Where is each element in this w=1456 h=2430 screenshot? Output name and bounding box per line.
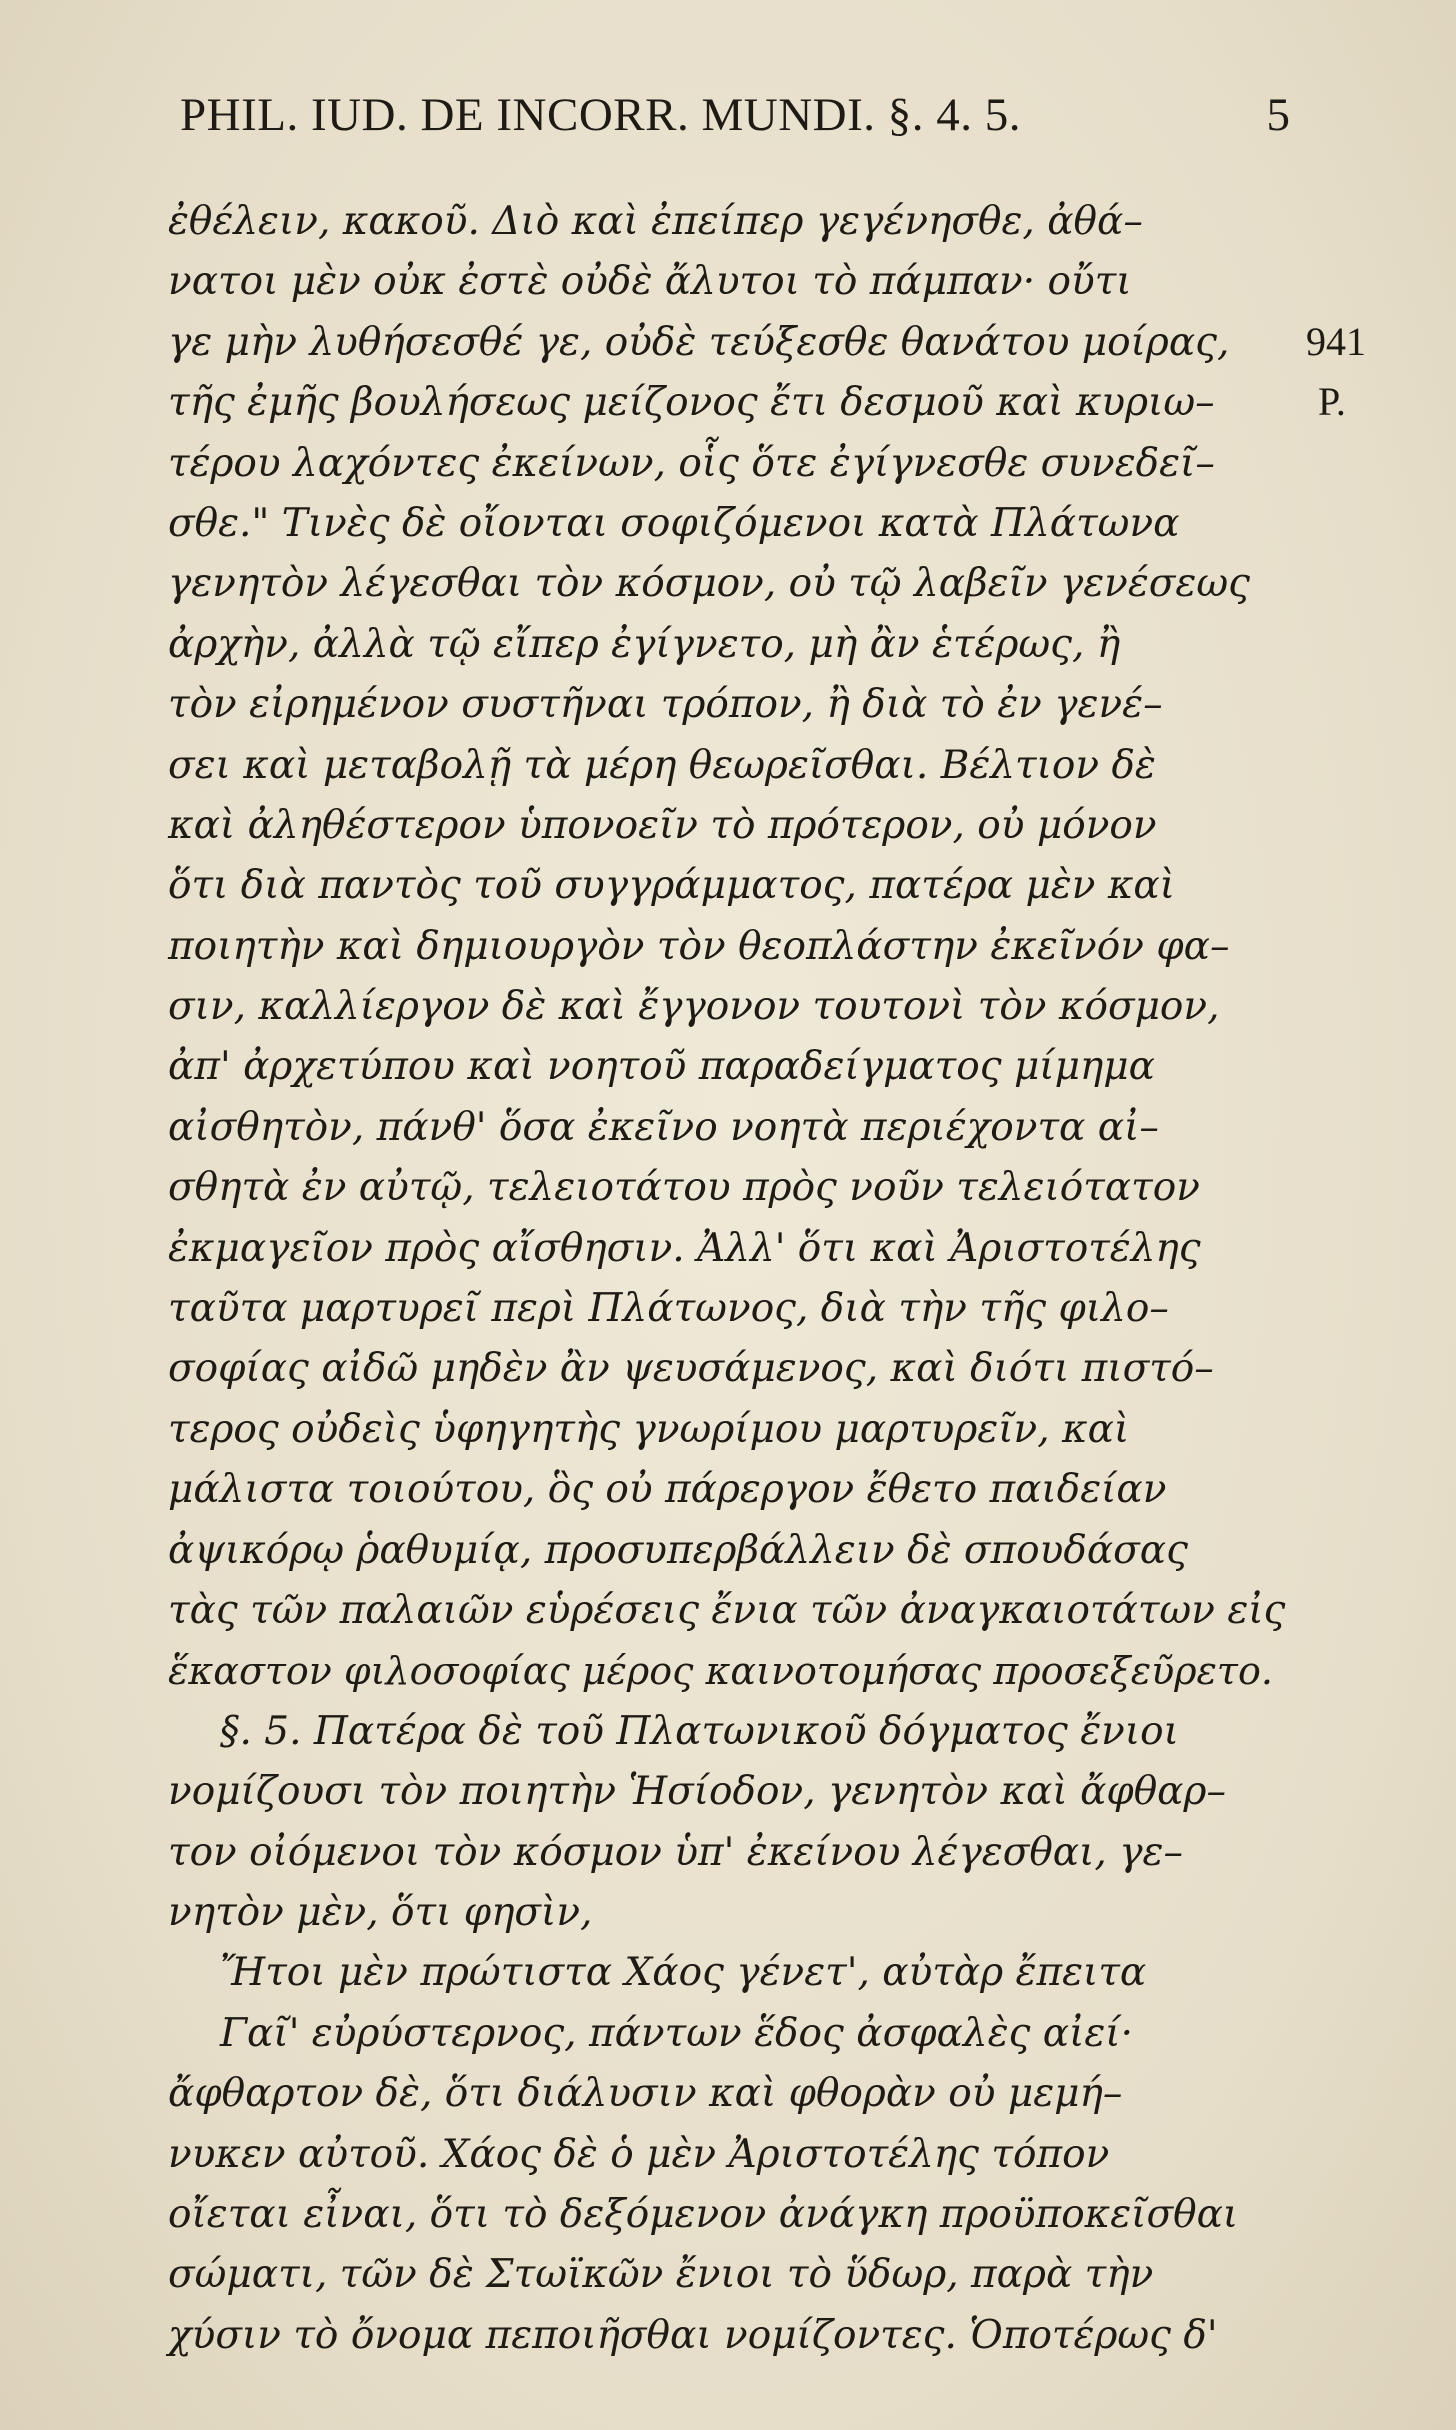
text-line: ἀψικόρῳ ῥαθυμίᾳ, προσυπερβάλλειν δὲ σπουδάσας xyxy=(168,1527,1188,1573)
text-line: καὶ ἀληθέστερον ὑπονοεῖν τὸ πρότερον, οὐ μόνον xyxy=(168,802,1157,848)
text-line: ἐθέλειν, κακοῦ. Διὸ καὶ ἐπείπερ γεγένησθε, ἀθά– xyxy=(168,199,1143,244)
text-line: αἰσθητὸν, πάνθ' ὅσα ἐκεῖνο νοητὰ περιέχοντα αἰ– xyxy=(168,1104,1159,1150)
text-line: γε μὴν λυθήσεσθέ γε, οὐδὲ τεύξεσθε θανάτου μοίρας, xyxy=(168,319,1230,365)
running-title: PHIL. IUD. DE INCORR. MUNDI. §. 4. 5. xyxy=(180,89,1021,141)
margin-page-reference-suffix: P. xyxy=(1318,379,1346,424)
text-line: ὅτι διὰ παντὸς τοῦ συγγράμματος, πατέρα μὲν καὶ xyxy=(168,863,1176,909)
text-line: χύσιν τὸ ὄνομα πεποιῆσθαι νομίζοντες. Ὁποτέρως δ' xyxy=(168,2312,1218,2358)
page-number: 5 xyxy=(1266,89,1290,141)
text-line: τον οἰόμενοι τὸν κόσμον ὑπ' ἐκείνου λέγεσθαι, γε– xyxy=(168,1829,1183,1875)
text-line: ἕκαστον φιλοσοφίας μέρος καινοτομήσας προσεξεῦρετο. xyxy=(168,1649,1273,1694)
text-line: ἐκμαγεῖον πρὸς αἴσθησιν. Ἀλλ' ὅτι καὶ Ἀριστοτέλης xyxy=(168,1225,1201,1271)
text-line: σθε." Τινὲς δὲ οἴονται σοφιζόμενοι κατὰ Πλάτωνα xyxy=(168,500,1180,546)
text-line: ἄφθαρτον δὲ, ὅτι διάλυσιν καὶ φθορὰν οὐ μεμή– xyxy=(168,2071,1123,2117)
page-header xyxy=(180,88,1290,148)
margin-page-reference: 941 xyxy=(1306,319,1366,364)
body-text xyxy=(168,192,1293,2366)
text-line: νυκεν αὐτοῦ. Χάος δὲ ὁ μὲν Ἀριστοτέλης τόπον xyxy=(168,2131,1110,2177)
text-line: μάλιστα τοιούτου, ὃς οὐ πάρεργον ἔθετο παιδείαν xyxy=(168,1467,1167,1513)
text-line: τερος οὐδεὶς ὑφηγητὴς γνωρίμου μαρτυρεῖν, καὶ xyxy=(168,1406,1130,1452)
text-line: γενητὸν λέγεσθαι τὸν κόσμον, οὐ τῷ λαβεῖν γενέσεως xyxy=(168,561,1251,607)
text-line: τέρου λαχόντες ἐκείνων, οἷς ὅτε ἐγίγνεσθε συνεδεῖ– xyxy=(168,440,1215,486)
text-line: οἴεται εἶναι, ὅτι τὸ δεξόμενον ἀνάγκη προϋποκεῖσθαι xyxy=(168,2191,1239,2237)
text-line: ποιητὴν καὶ δημιουργὸν τὸν θεοπλάστην ἐκεῖνόν φα– xyxy=(168,923,1230,969)
verse-line: Ἤτοι μὲν πρώτιστα Χάος γένετ', αὐτὰρ ἔπειτα xyxy=(220,1950,1147,1996)
text-line: ἀρχὴν, ἀλλὰ τῷ εἴπερ ἐγίγνετο, μὴ ἂν ἑτέρως, ἢ xyxy=(168,621,1121,667)
text-line: σθητὰ ἐν αὐτῷ, τελειοτάτου πρὸς νοῦν τελειότατον xyxy=(168,1165,1200,1211)
text-line: σοφίας αἰδῶ μηδὲν ἂν ψευσάμενος, καὶ διότι πιστό– xyxy=(168,1346,1214,1392)
text-line: σώματι, τῶν δὲ Στωϊκῶν ἔνιοι τὸ ὕδωρ, παρὰ τὴν xyxy=(168,2252,1154,2298)
verse-line: Γαῖ' εὐρύστερνος, πάντων ἕδος ἀσφαλὲς αἰεί· xyxy=(220,2010,1133,2056)
text-line: σει καὶ μεταβολῇ τὰ μέρη θεωρεῖσθαι. Βέλτιον δὲ xyxy=(168,742,1156,788)
text-line: νομίζουσι τὸν ποιητὴν Ἡσίοδον, γενητὸν καὶ ἄφθαρ– xyxy=(168,1769,1226,1815)
text-line: ἀπ' ἀρχετύπου καὶ νοητοῦ παραδείγματος μίμημα xyxy=(168,1044,1155,1090)
text-line: νατοι μὲν οὐκ ἐστὲ οὐδὲ ἄλυτοι τὸ πάμπαν· οὔτι xyxy=(168,259,1132,305)
text-line: τὰς τῶν παλαιῶν εὑρέσεις ἔνια τῶν ἀναγκαιοτάτων εἰς xyxy=(168,1587,1286,1633)
text-line: τὸν εἰρημένον συστῆναι τρόπον, ἢ διὰ τὸ ἐν γενέ– xyxy=(168,682,1163,728)
section-heading-line: §. 5. Πατέρα δὲ τοῦ Πλατωνικοῦ δόγματος ἔνιοι xyxy=(220,1708,1179,1754)
text-line: νητὸν μὲν, ὅτι φησὶν, xyxy=(168,1889,593,1935)
text-line: τῆς ἐμῆς βουλήσεως μείζονος ἔτι δεσμοῦ καὶ κυριω– xyxy=(168,380,1215,426)
text-line: σιν, καλλίεργον δὲ καὶ ἔγγονον τουτονὶ τὸν κόσμον, xyxy=(168,984,1220,1030)
text-line: ταῦτα μαρτυρεῖ περὶ Πλάτωνος, διὰ τὴν τῆς φιλο– xyxy=(168,1286,1169,1332)
